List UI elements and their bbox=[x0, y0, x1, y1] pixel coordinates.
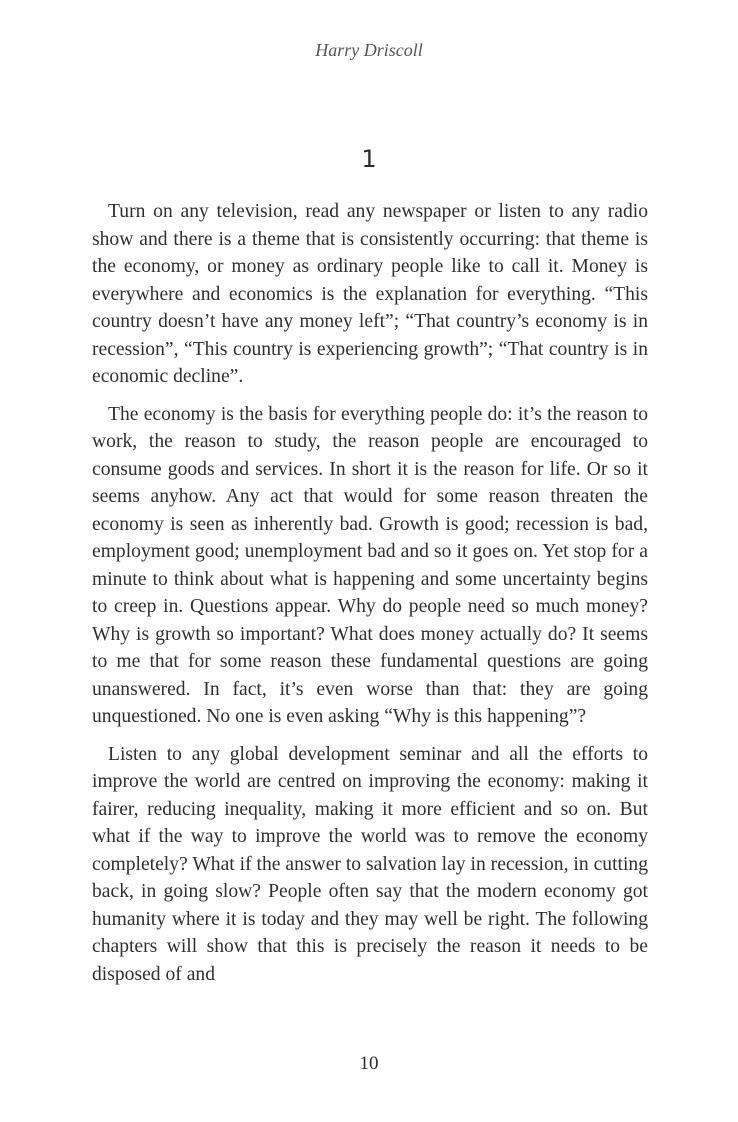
chapter-number: 1 bbox=[361, 145, 377, 173]
paragraph-2: The economy is the basis for everything people do: it’s the reason to work, the reason to study, the reason people are encouraged to consume goods and services. In short it is the reason for life. Or so it seems anyhow. Any act that would for some reason threaten the economy is seen as inherently bad. Growth is good; recession is bad, employment good; unemployment bad and so it goes on. Yet stop for a minute to think about what is happening and some uncertainty begins to creep in. Questions appear. Why do people need so much money? Why is growth so important? What does money actually do? It seems to me that for some reason these fundamental questions are going unanswered. In fact, it’s even worse than that: they are going unquestioned. No one is even asking “Why is this happening”? bbox=[92, 403, 648, 727]
running-head-author: Harry Driscoll bbox=[315, 40, 423, 60]
paragraph-1: Turn on any television, read any newspaper or listen to any radio show and there is a theme that is consistently occurring: that theme is the economy, or money as ordinary people like to call it. Money is everywhere and economics is the explanation for everything. “This country doesn’t have any money left”; “That country’s economy is in recession”, “This country is experiencing growth”; “That country is in economic decline”. bbox=[92, 201, 648, 387]
paragraph-3: Listen to any global development seminar and all the efforts to improve the world are centred on improving the economy: making it fairer, reducing inequality, making it more efficient and so on. But what if the way to improve the world was to remove the economy completely? What if the answer to salvation lay in recession, in cutting back, in going slow? People often say that the modern economy got humanity where it is today and they may well be right. The following chapters will show that this is precisely the reason it needs to be disposed of and bbox=[92, 743, 648, 985]
chapter-body bbox=[92, 198, 648, 998]
page-number: 10 bbox=[359, 1053, 379, 1074]
